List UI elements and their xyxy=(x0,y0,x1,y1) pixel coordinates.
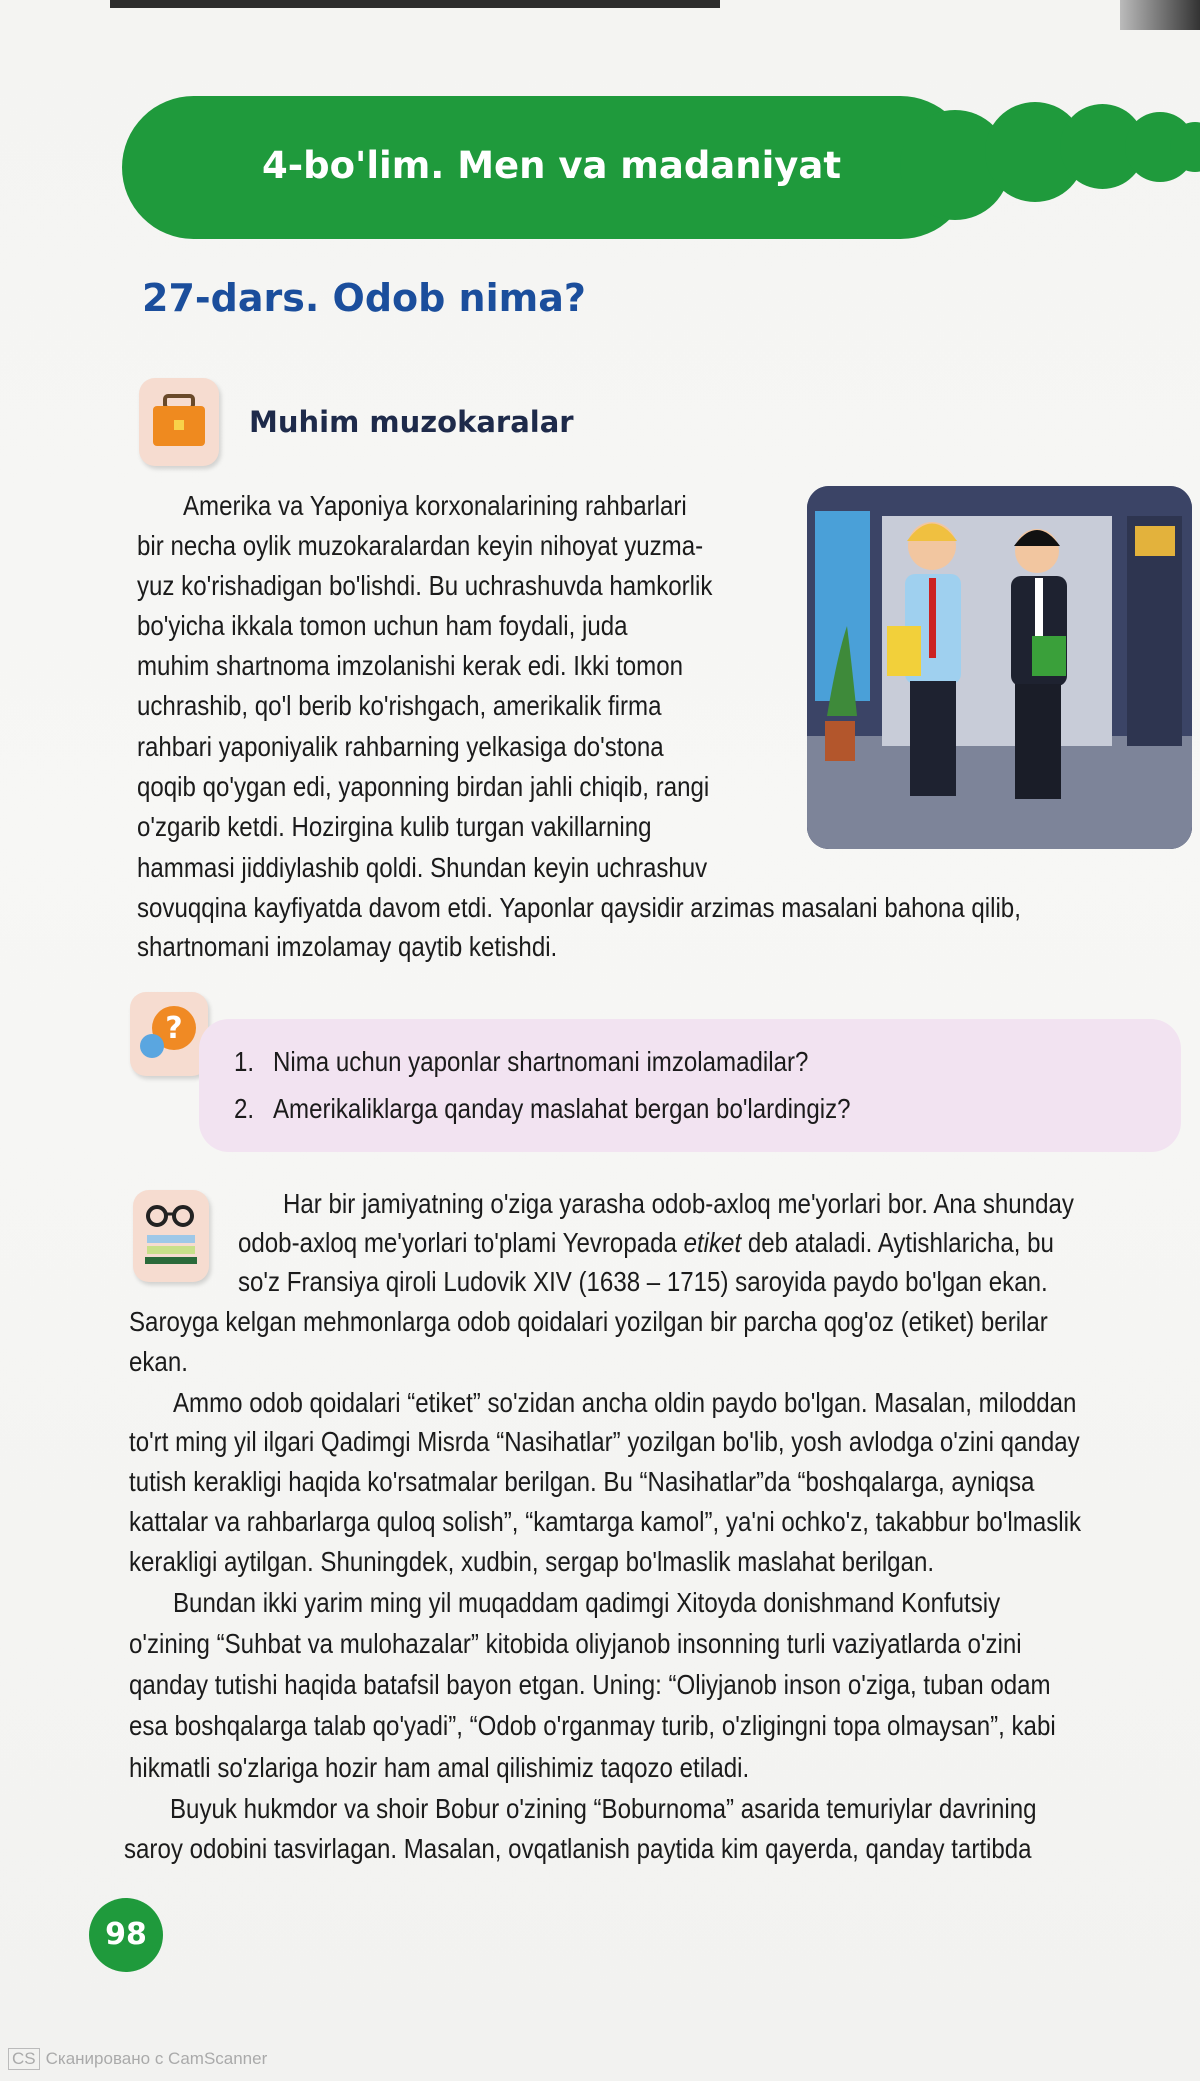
story-line: bo'yicha ikkala tomon uchun ham foydali, juda xyxy=(137,610,628,641)
italic-term: etiket xyxy=(683,1227,742,1258)
glasses-book-icon xyxy=(133,1190,209,1282)
body-line: hikmatli so'zlariga hozir ham amal qilishimiz taqozo etiladi. xyxy=(129,1752,750,1783)
story-line: shartnomani imzolamay qaytib ketishdi. xyxy=(137,931,558,962)
story-line: bir necha oylik muzokaralardan keyin nihoyat yuzma- xyxy=(137,530,704,561)
body-line: ekan. xyxy=(129,1346,188,1377)
subheading: Muhim muzokaralar xyxy=(249,405,574,439)
svg-text:?: ? xyxy=(165,1011,183,1046)
body-line: o'zining “Suhbat va mulohazalar” kitobida oliyjanob insonning turli vaziyatlarda o'zini xyxy=(129,1628,1022,1659)
story-line: Amerika va Yaponiya korxonalarining rahbarlari xyxy=(183,490,687,521)
story-line: sovuqqina kayfiyatda davom etdi. Yaponlar qaysidir arzimas masalani bahona qilib, xyxy=(137,892,1021,923)
business-meeting-illustration xyxy=(807,486,1192,849)
story-line: muhim shartnoma imzolanishi kerak edi. Ikki tomon xyxy=(137,650,684,681)
lesson-title: 27-dars. Odob nima? xyxy=(142,276,586,320)
body-line: Bundan ikki yarim ming yil muqaddam qadimgi Xitoyda donishmand Konfutsiy xyxy=(173,1587,1001,1618)
story-line: rahbari yaponiyalik rahbarning yelkasiga do'stona xyxy=(137,731,664,762)
story-line: uchrashib, qo'l berib ko'rishgach, amerikalik firma xyxy=(137,690,662,721)
body-line: so'z Fransiya qiroli Ludovik XIV (1638 – 1715) saroyida paydo bo'lgan ekan. xyxy=(238,1266,1048,1297)
body-line: Saroyga kelgan mehmonlarga odob qoidalari yozilgan bir parcha qog'oz (etiket) berilar xyxy=(129,1306,1048,1337)
question-icon xyxy=(130,992,208,1076)
body-line: kerakligi aytilgan. Shuningdek, xudbin, sergap bo'lmaslik maslahat berilgan. xyxy=(129,1546,935,1577)
body-line: to'rt ming yil ilgari Qadimgi Misrda “Nasihatlar” yozilgan bo'lib, yosh avlodga o'zini qanday xyxy=(129,1426,1080,1457)
body-line xyxy=(238,1227,1054,1259)
camscanner-logo: CS xyxy=(8,2048,40,2070)
section-title: 4-bo'lim. Men va madaniyat xyxy=(262,144,842,187)
text: deb ataladi. Aytishlaricha, bu xyxy=(741,1227,1054,1258)
story-line: qoqib qo'ygan edi, yaponning birdan jahli chiqib, rangi xyxy=(137,771,710,802)
watermark-text: Сканировано с CamScanner xyxy=(45,2049,268,2068)
body-line: Buyuk hukmdor va shoir Bobur o'zining “Boburnoma” asarida temuriylar davrining xyxy=(170,1793,1037,1824)
body-line: tutish kerakligi haqida ko'rsatmalar berilgan. Bu “Nasihatlar”da “boshqalarga, ayniqsa xyxy=(129,1466,1035,1497)
story-line: hammasi jiddiylashib qoldi. Shundan keyin uchrashuv xyxy=(137,852,708,883)
scanner-watermark xyxy=(8,2048,267,2070)
body-line: saroy odobini tasvirlagan. Masalan, ovqatlanish paytida kim qayerda, qanday tartibda xyxy=(124,1833,1032,1864)
story-line: o'zgarib ketdi. Hozirgina kulib turgan vakillarning xyxy=(137,811,652,842)
questions-box xyxy=(199,1019,1181,1152)
question-number: 2. xyxy=(234,1093,255,1124)
question-number: 1. xyxy=(234,1046,255,1077)
page-number: 98 xyxy=(89,1898,163,1972)
body-line: qanday tutishi haqida batafsil bayon etgan. Uning: “Oliyjanob inson o'ziga, tuban odam xyxy=(129,1669,1051,1700)
page-top-edge xyxy=(110,0,720,8)
body-line: Har bir jamiyatning o'ziga yarasha odob-axloq me'yorlari bor. Ana shunday xyxy=(283,1188,1074,1219)
text: odob-axloq me'yorlari to'plami Yevropada xyxy=(238,1227,684,1258)
page-corner-shadow xyxy=(1120,0,1200,30)
body-line: kattalar va rahbarlarga quloq solish”, “kamtarga kamol”, ya'ni ochko'z, takabbur bo'lmaslik xyxy=(129,1506,1082,1537)
question-text: Amerikaliklarga qanday maslahat bergan bo'lardingiz? xyxy=(273,1093,851,1124)
story-line: yuz ko'rishadigan bo'lishdi. Bu uchrashuvda hamkorlik xyxy=(137,570,713,601)
body-line: Ammo odob qoidalari “etiket” so'zidan ancha oldin paydo bo'lgan. Masalan, miloddan xyxy=(173,1387,1077,1418)
briefcase-icon xyxy=(139,378,219,466)
question-text: Nima uchun yaponlar shartnomani imzolamadilar? xyxy=(273,1046,809,1077)
body-line: esa boshqalarga talab qo'yadi”, “Odob o'rganmay turib, o'zligingni topa olmaysan”, kabi xyxy=(129,1710,1056,1741)
